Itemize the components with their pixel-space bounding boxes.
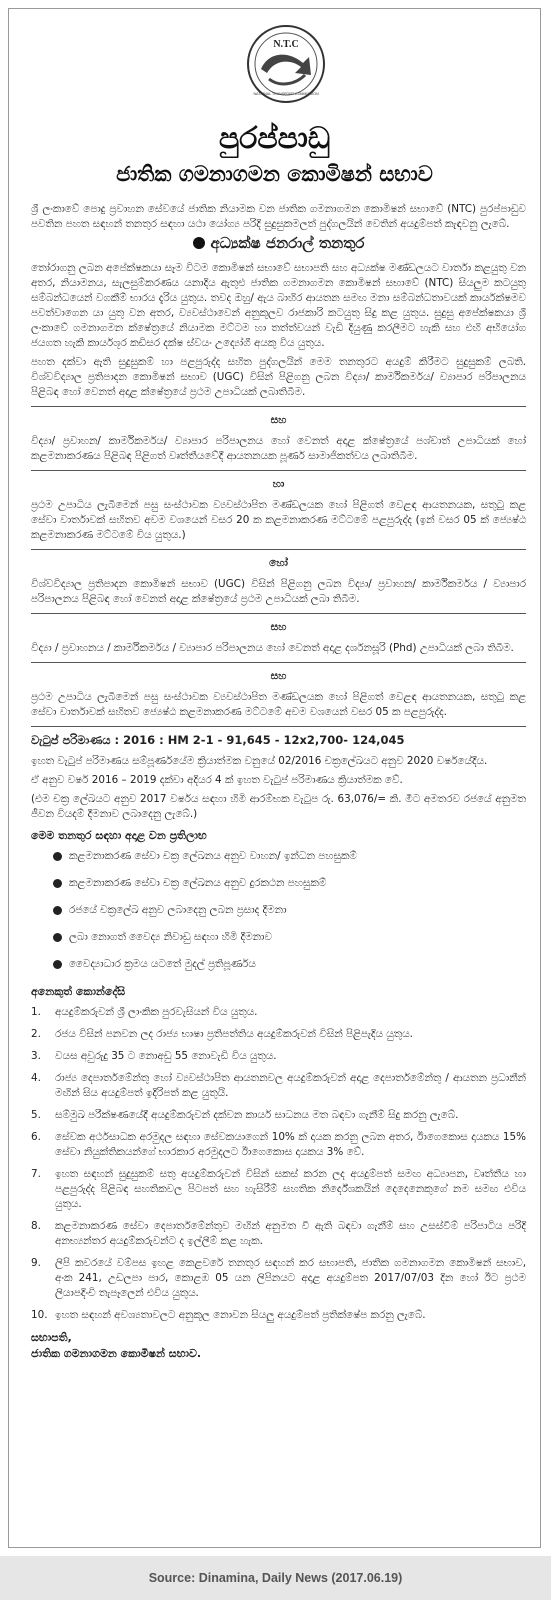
conditions-list bbox=[31, 1005, 526, 1323]
page-subtitle: ජාතික ගමනාගමන කොමිෂන් සභාව bbox=[116, 162, 433, 186]
benefits-list bbox=[31, 849, 526, 972]
condition-text: අයදුම්කරුවන් ශ්‍රී ලාංකික පුරවැසියන් විය යුතුය. bbox=[55, 1006, 258, 1018]
divider bbox=[31, 662, 526, 663]
list-item bbox=[31, 1256, 526, 1301]
list-item bbox=[53, 849, 526, 864]
qualification-degree: විශ්වවිද්‍යාල ප්‍රතිපාදන කොමිෂන් සභාව (UGC) විසින් පිළිගනු ලබන විද්‍යා/ ප්‍රවාහන/ කාර්මිකර්මය / ව්‍යාපාර පරිපාලනය පිළිබඳ හෝ වෙනත් අදාළ ක්ෂේත්‍රයේ ප්‍රථම උපාධියක් ලබා තිබීම. bbox=[31, 578, 526, 605]
bullet-icon bbox=[53, 933, 62, 942]
logo-caption: NATIONAL TRANSPORT COMMISSION bbox=[253, 92, 319, 96]
condition-text: කළමනාකරණ සේවා දෙපාර්තමේන්තුව මඟින් අනුමත වී ඇති බඳවා ගැනීම් සහ උසස්වීම් පරිපාටිය පරිදි අනභ්‍යන්තර අයදුම්කරුවන්ට ද ඉල්ලීම් කළ හැක. bbox=[55, 1220, 526, 1247]
qualification-experience-senior: ප්‍රථම උපාධිය ලැබීමෙන් පසු සංස්ථාවක ව්‍යවස්ථාපිත මණ්ඩලයක හෝ පිළිගත් වෙළඳ ආයතනයක, සතුටු කළ සේවා වාර්තාවක් සහිතව ජ්‍යෙෂ්ඨ කළමනාකරණ මට්ටමේ අවම වශයෙන් වසර 05 ක පළපුරුද්ද. bbox=[31, 691, 526, 718]
list-item bbox=[31, 1071, 526, 1101]
salary-note: ඒ අනුව වර්ෂ 2016 – 2019 දක්වා අදියර 4 ක් ඉහත වැටුප් පරිමාණය ක්‍රියාත්මක වේ. bbox=[31, 774, 403, 786]
list-item bbox=[53, 957, 526, 972]
divider bbox=[31, 613, 526, 614]
divider bbox=[31, 726, 526, 727]
qualification-phd: විද්‍යා / ප්‍රවාහනය / කාර්මිකර්මය / ව්‍යාපාර පරිපාලනය හෝ වෙනත් අදාළ දර්ශනසූරි (Phd) උපාධියක් ලබා තිබීම. bbox=[31, 642, 514, 654]
condition-number: 4. bbox=[31, 1072, 41, 1084]
list-item bbox=[53, 876, 526, 891]
list-item bbox=[31, 1219, 526, 1249]
salary-scale: වැටුප් පරිමාණය : 2016 : HM 2-1 - 91,645 - 12x2,700- 124,045 bbox=[31, 733, 405, 747]
divider bbox=[31, 406, 526, 407]
conditions-heading: අනෙකුත් කොන්දේසි bbox=[31, 985, 126, 998]
list-item bbox=[31, 1027, 526, 1042]
signature-organization: ජාතික ගමනාගමන කොමිෂන් සභාව. bbox=[31, 1347, 202, 1360]
conjunction-and: සහ bbox=[270, 670, 287, 682]
qualification-experience: ප්‍රථම උපාධිය ලැබීමෙන් පසු සංස්ථාවක ව්‍යවස්ථාපිත මණ්ඩලයක හෝ පිළිගත් වෙළඳ ආයතනයක, සතුටු කළ සේවා වාර්තාවක් සහිතව අවම වශයෙන් වසර 20 ක කළමනාකරණ මට්ටමේ පළපුරුද්ද (ඉන් වසර 05 ක් ජ්‍යෙෂ්ඨ කළමනාකරණ මට්ටමේ විය යුතුය.) bbox=[31, 499, 526, 541]
condition-text: වයස අවුරුදු 35 ට නොඅඩු 55 නොවැඩි විය යුතුය. bbox=[55, 1050, 277, 1062]
qualification-intro: පහත දක්වා ඇති සුදුසුකම් හා පළපුරුද්ද සහිත පුද්ගලයින් මෙම තනතුරට අයදුම් කිරීමට සුදුසුකම් ලබති. විශ්වවිද්‍යාල ප්‍රතිපාදන කොමිෂන් සභාව (UGC) විසින් පිළිගනු ලබන විද්‍යා/ කාර්මිකර්මය/ ව්‍යාපාර පරිපාලනය පිළිබඳ හෝ වෙනත් අදාළ ක්ෂේත්‍රයේ ප්‍රථම උපාධියක් ලබාතිබීම. bbox=[31, 356, 526, 398]
benefit-text: කළමනාකරණ සේවා චක්‍ර ලේඛනය අනුව වාහන/ ඉන්ධන පහසුකම් bbox=[69, 850, 357, 862]
salary-note: (එම චක්‍ර ලේඛයට අනුව 2017 වර්ෂය සඳහා හිමි ආරම්භක වැටුප රු. 63,076/= කි. මීට අමතරව රජයේ අනුමත ජීවන වියදම් දීමනාව ලබාදෙනු ලැබේ.) bbox=[31, 793, 526, 820]
condition-text: ඉහත සඳහන් සුදුසුකම් සතු අයදුම්කරුවන් විසින් සකස් කරන ලද අයදුම්පත් සමඟ අධ්‍යාපන, වෘත්තීය හා පළපුරුද්ද පිළිබඳ සහතිකවල පිටපත් සහ හැසිරීම් සහතික නිර්දේශකයින් දෙදෙනෙකුගේ නම සමඟ එවිය යුතුය. bbox=[55, 1168, 526, 1210]
condition-text: ඉහත සඳහන් අවශ්‍යතාවලට අනුකූල නොවන සියලු අයදුම්පත් ප්‍රතික්ෂේප කරනු ලැබේ. bbox=[55, 1309, 426, 1321]
divider bbox=[31, 549, 526, 550]
bullet-icon bbox=[53, 852, 62, 861]
logo-text: N.T.C bbox=[273, 39, 299, 50]
post-title-row bbox=[31, 236, 526, 251]
bullet-icon bbox=[53, 906, 62, 915]
source-caption: Source: Dinamina, Daily News (2017.06.19) bbox=[0, 1556, 551, 1600]
conjunction-and: සහ bbox=[270, 621, 287, 633]
condition-text: රාජ්‍ය දෙපාර්තමේන්තු හෝ ව්‍යවස්ථාපිත ආයතනවල අයදුම්කරුවන් අදාළ දෙපාර්තමේන්තු / ආයතන ප්‍රධානීන් මඟින් සිය අයදුම්පත් ඉදිරිපත් කළ යුතුයි. bbox=[55, 1072, 526, 1099]
condition-text: සේවක අර්ථසාධක අරමුදල සඳහා සේවකයාගෙන් 10% ක් දායක කරනු ලබන අතර, ඊාගෙකොස දායකය 15% සේවා නියුක්තිකයන්ගේ භාරකාර අරමුදලට ඊාගෙකොස දායකය 3% වේ. bbox=[55, 1131, 526, 1158]
bullet-icon bbox=[53, 879, 62, 888]
benefit-text: කළමනාකරණ සේවා චක්‍ර ලේඛනය අනුව දුරකථන පහසුකම් bbox=[69, 877, 327, 889]
list-item bbox=[31, 1005, 526, 1020]
list-item bbox=[53, 903, 526, 918]
conjunction-and: සහ bbox=[270, 414, 287, 426]
condition-number: 9. bbox=[31, 1257, 41, 1269]
list-item bbox=[31, 1308, 526, 1323]
description-paragraph: තෝරාගනු ලබන අපේක්ෂකයා සෑම විටම කොමිෂන් සභාවේ සභාපති සහ අධ්‍යක්ෂ මණ්ඩලයට වාර්තා කළයුතු වන අතර, නියාමනය, සැලසුම්කරණය යනාදිය ඇතුළු ජාතික ගමනාගමන කොමිෂන් සභාවේ (NTC) සියලුම කටයුතු සම්බන්ධයෙන් වගකීම් භාරය දැරිය යුතුය. තවද ඔහු/ ඇය බාහිර ආයතන සමඟ මනා සම්බන්ධතාවයක් කාර්යක්ෂමව පවත්වාගෙන යා යුතු වන අතර, ව්‍යවස්ථාවෙන් අනුකූලව රාජකාරි කටයුතු සිදු කළ යුතුය. සුදුසු අපේක්ෂකයා ශ්‍රී ලංකාවේ ගමනාගමන ක්ෂේත්‍රයේ නියාමක මට්ටම හා තත්ත්වයන් වැඩි දියුණු කරලීමට හැකි සහ එහි අභියෝග ජයගත හැකි කාර්යශූර කඩිසර දක්ෂ ස්වයං උද්‍යෝගී අයකු විය යුතුය. bbox=[31, 262, 526, 349]
list-item bbox=[31, 1167, 526, 1212]
list-item bbox=[31, 1130, 526, 1160]
benefit-text: ලබා නොගත් වෛද්‍ය නිවාඩු සඳහා හිමි දීමනාව bbox=[69, 931, 272, 943]
benefit-text: වෛද්‍යාධාර ක්‍රමය යටතේ මුදල් ප්‍රතිපූර්ණය bbox=[69, 958, 256, 970]
condition-text: සම්මුඛ පරීක්ෂණයේදී අයදුම්කරුවන් දක්වන කාර්ය සාධනය මත බඳවා ගැනීම් සිදු කරනු ලැබේ. bbox=[55, 1109, 459, 1121]
post-title: අධ්‍යක්ෂ ජනරාල් තනතුර bbox=[210, 234, 365, 252]
conjunction-or: හෝ bbox=[269, 557, 288, 569]
condition-number: 2. bbox=[31, 1028, 41, 1040]
divider bbox=[31, 470, 526, 471]
condition-text: රජය විසින් පනවන ලද රාජ්‍ය භාෂා ප්‍රතිපත්තිය අයදුම්කරුවන් විසින් පිළිපැදිය යුතුය. bbox=[55, 1028, 413, 1040]
condition-number: 7. bbox=[31, 1168, 41, 1180]
condition-text: ලිපි කවරයේ වම්පස ඉහළ කෙළවරේ තනතුර සඳහන් කර සභාපති, ජාතික ගමනාගමන කොමිෂන් සභාව, අංක 241, උඩලපා පාර, කොළඹ 05 යන ලිපිනයට අදාළ අයදුම්පත 2017/07/03 දින හෝ ඊට ප්‍රථම ලියාපදිංචි තැපෑලෙන් එවිය යුතුය. bbox=[55, 1257, 526, 1299]
bullet-icon bbox=[53, 960, 62, 969]
qualification-postgrad: විද්‍යා/ ප්‍රවාහන/ කාර්මිකර්මය/ ව්‍යාපාර පරිපාලනය හෝ වෙනත් අදාළ ක්ෂේත්‍රයේ පශ්චාත් උපාධියක් හෝ කළමනාකරණය පිළිබඳ පිළිගත් වෘත්තීයවේදී ආයතනයක පූර්ණ සාමාජිකත්වය ලබාතිබීම. bbox=[31, 435, 526, 462]
ad-body bbox=[31, 202, 526, 1362]
conjunction-and: හා bbox=[272, 478, 285, 490]
condition-number: 10. bbox=[31, 1309, 48, 1321]
list-item bbox=[31, 1049, 526, 1064]
benefits-heading: මෙම තනතුර සඳහා අදාළ වන ප්‍රතිලාභ bbox=[31, 829, 207, 842]
condition-number: 6. bbox=[31, 1131, 41, 1143]
condition-number: 1. bbox=[31, 1006, 41, 1018]
list-item bbox=[31, 1108, 526, 1123]
list-item bbox=[53, 930, 526, 945]
bullet-icon bbox=[193, 237, 205, 249]
intro-paragraph: ශ්‍රී ලංකාවේ පොදු ප්‍රවාහන සේවයේ ජාතික නියාමක වන ජාතික ගමනාගමන කොමිෂන් සභාවේ (NTC) පුරප්පාඩුව පවතින පහත සඳහන් තනතුර සඳහා යථා යෝග්‍ය පරිදි සුදුසුකමලත් පුද්ගලයින් වෙතින් අයදුම්පත් කැඳවනු ලැබේ. bbox=[31, 203, 526, 230]
page-title: පුරප්පාඩු bbox=[218, 121, 331, 156]
signature-title: සභාපති, bbox=[31, 1331, 72, 1344]
condition-number: 8. bbox=[31, 1220, 41, 1232]
ntc-logo-icon bbox=[245, 23, 327, 105]
condition-number: 3. bbox=[31, 1050, 41, 1062]
signature-block bbox=[31, 1330, 526, 1362]
salary-note: ඉහත වැටුප් පරිමාණය සම්පූර්ණයේම ක්‍රියාත්මක වනුයේ 02/2016 චක්‍රලේඛයට අනුව 2020 වර්ෂයේදීය. bbox=[31, 755, 488, 767]
advertisement bbox=[8, 8, 541, 1548]
benefit-text: රජයේ චක්‍රලේඛ අනුව ලබාදෙනු ලබන ප්‍රසාද දීමනා bbox=[69, 904, 287, 916]
condition-number: 5. bbox=[31, 1109, 41, 1121]
